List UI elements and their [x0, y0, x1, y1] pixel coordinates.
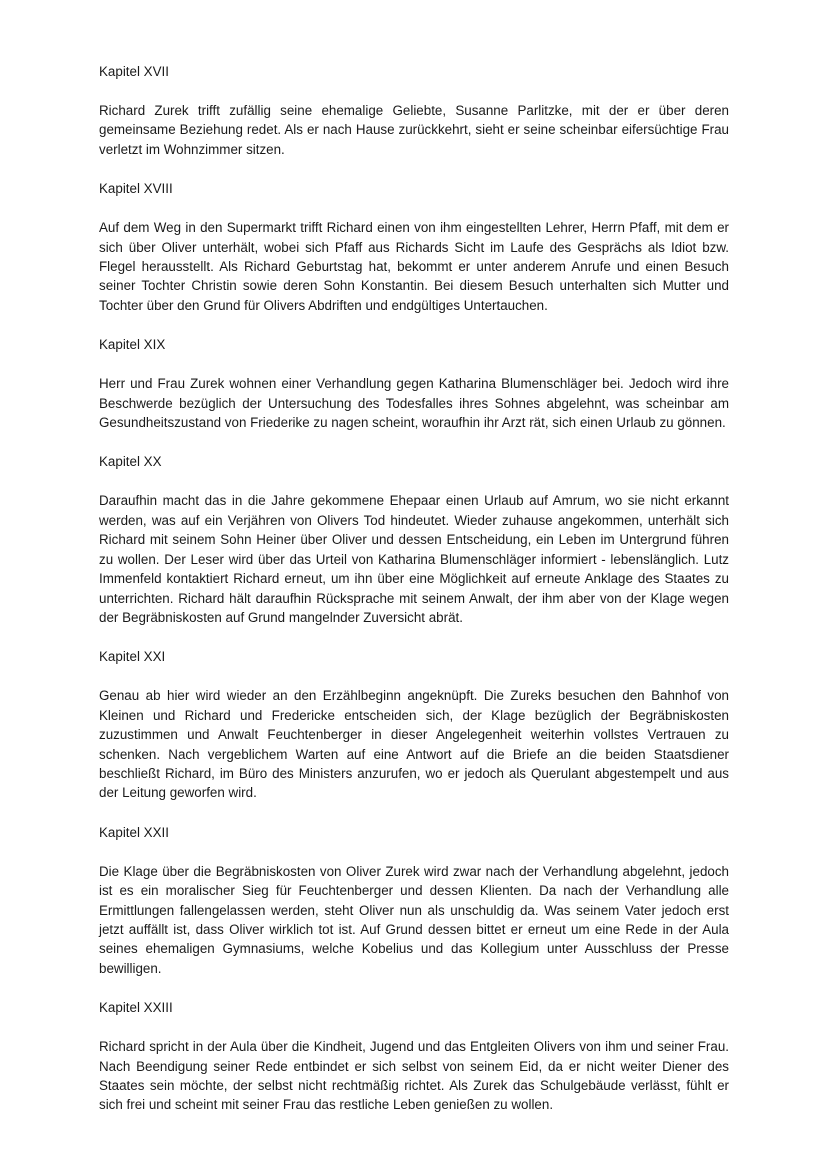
chapter-20	[99, 452, 729, 627]
chapter-19	[99, 335, 729, 432]
chapter-18	[99, 179, 729, 315]
chapter-heading: Kapitel XXII	[99, 824, 169, 840]
chapter-heading: Kapitel XVIII	[99, 181, 173, 197]
chapter-paragraph: Richard spricht in der Aula über die Kindheit, Jugend und das Entgleiten Olivers von ihm und seiner Frau. Nach Beendigung seiner Rede entbindet er sich selbst von seinem Eid, da er nicht weiter Diener des Staates sein möchte, der selbst nicht rechtmäßig richtet. Als Zurek das Schulgebäude verlässt, fühlt er sich frei und scheint mit seiner Frau das restliche Leben genießen zu wollen.	[99, 1039, 729, 1113]
chapter-heading: Kapitel XX	[99, 454, 162, 470]
chapter-heading: Kapitel XXI	[99, 649, 166, 665]
chapter-17	[99, 62, 729, 159]
chapter-heading: Kapitel XXIII	[99, 1000, 173, 1016]
chapter-paragraph: Richard Zurek trifft zufällig seine ehemalige Geliebte, Susanne Parlitzke, mit der er über deren gemeinsame Beziehung redet. Als er nach Hause zurückkehrt, sieht er seine scheinbar eifersüchtige Frau verletzt im Wohnzimmer sitzen.	[99, 103, 729, 157]
chapter-paragraph: Auf dem Weg in den Supermarkt trifft Richard einen von ihm eingestellten Lehrer, Herrn Pfaff, mit dem er sich über Oliver unterhält, wobei sich Pfaff aus Richards Sicht im Laufe des Gesprächs als Idiot bzw. Flegel herausstellt. Als Richard Geburtstag hat, bekommt er unter anderem Anrufe und einen Besuch seiner Tochter Christin sowie deren Sohn Konstantin. Bei diesem Besuch unterhalten sich Mutter und Tochter über den Grund für Olivers Abdriften und endgültiges Untertauchen.	[99, 220, 729, 313]
chapter-21	[99, 647, 729, 802]
document-page	[99, 62, 729, 1135]
chapter-paragraph: Genau ab hier wird wieder an den Erzählbeginn angeknüpft. Die Zureks besuchen den Bahnhof von Kleinen und Richard und Fredericke entscheiden sich, der Klage bezüglich der Begräbniskosten zuzustimmen und Anwalt Feuchtenberger in dieser Angelegenheit weiterhin vollstes Vertrauen zu schenken. Nach vergeblichem Warten auf eine Antwort auf die Briefe an die beiden Staatsdiener beschließt Richard, im Büro des Ministers anzurufen, wo er jedoch als Querulant abgestempelt und aus der Leitung geworfen wird.	[99, 688, 729, 801]
chapter-23	[99, 998, 729, 1115]
chapter-paragraph: Daraufhin macht das in die Jahre gekommene Ehepaar einen Urlaub auf Amrum, wo sie nicht erkannt werden, was auf ein Verjähren von Olivers Tod hindeutet. Wieder zuhause angekommen, unterhält sich Richard mit seinem Sohn Heiner über Oliver und dessen Entscheidung, ein Leben im Untergrund führen zu wollen. Der Leser wird über das Urteil von Katharina Blumenschläger informiert - lebenslänglich. Lutz Immenfeld kontaktiert Richard erneut, um ihn über eine Möglichkeit auf erneute Anklage des Staates zu unterrichten. Richard hält daraufhin Rücksprache mit seinem Anwalt, der ihm aber von der Klage wegen der Begräbniskosten auf Grund mangelnder Zuversicht abrät.	[99, 493, 729, 625]
chapter-heading: Kapitel XVII	[99, 64, 169, 79]
chapter-heading: Kapitel XIX	[99, 337, 166, 353]
chapter-22	[99, 823, 729, 978]
chapter-paragraph: Herr und Frau Zurek wohnen einer Verhandlung gegen Katharina Blumenschläger bei. Jedoch wird ihre Beschwerde bezüglich der Untersuchung des Todesfalles ihres Sohnes abgelehnt, was scheinbar am Gesundheitszustand von Friederike zu nagen scheint, woraufhin ihr Arzt rät, sich einen Urlaub zu gönnen.	[99, 376, 729, 431]
chapter-paragraph: Die Klage über die Begräbniskosten von Oliver Zurek wird zwar nach der Verhandlung abgelehnt, jedoch ist es ein moralischer Sieg für Feuchtenberger und dessen Klienten. Da nach der Verhandlung alle Ermittlungen fallengelassen werden, steht Oliver nun als unschuldig da. Was seinem Vater jedoch erst jetzt auffällt ist, dass Oliver wirklich tot ist. Auf Grund dessen bittet er erneut um eine Rede in der Aula seines ehemaligen Gymnasiums, welche Kobelius und das Kollegium unter Ausschluss der Presse bewilligen.	[99, 863, 729, 976]
